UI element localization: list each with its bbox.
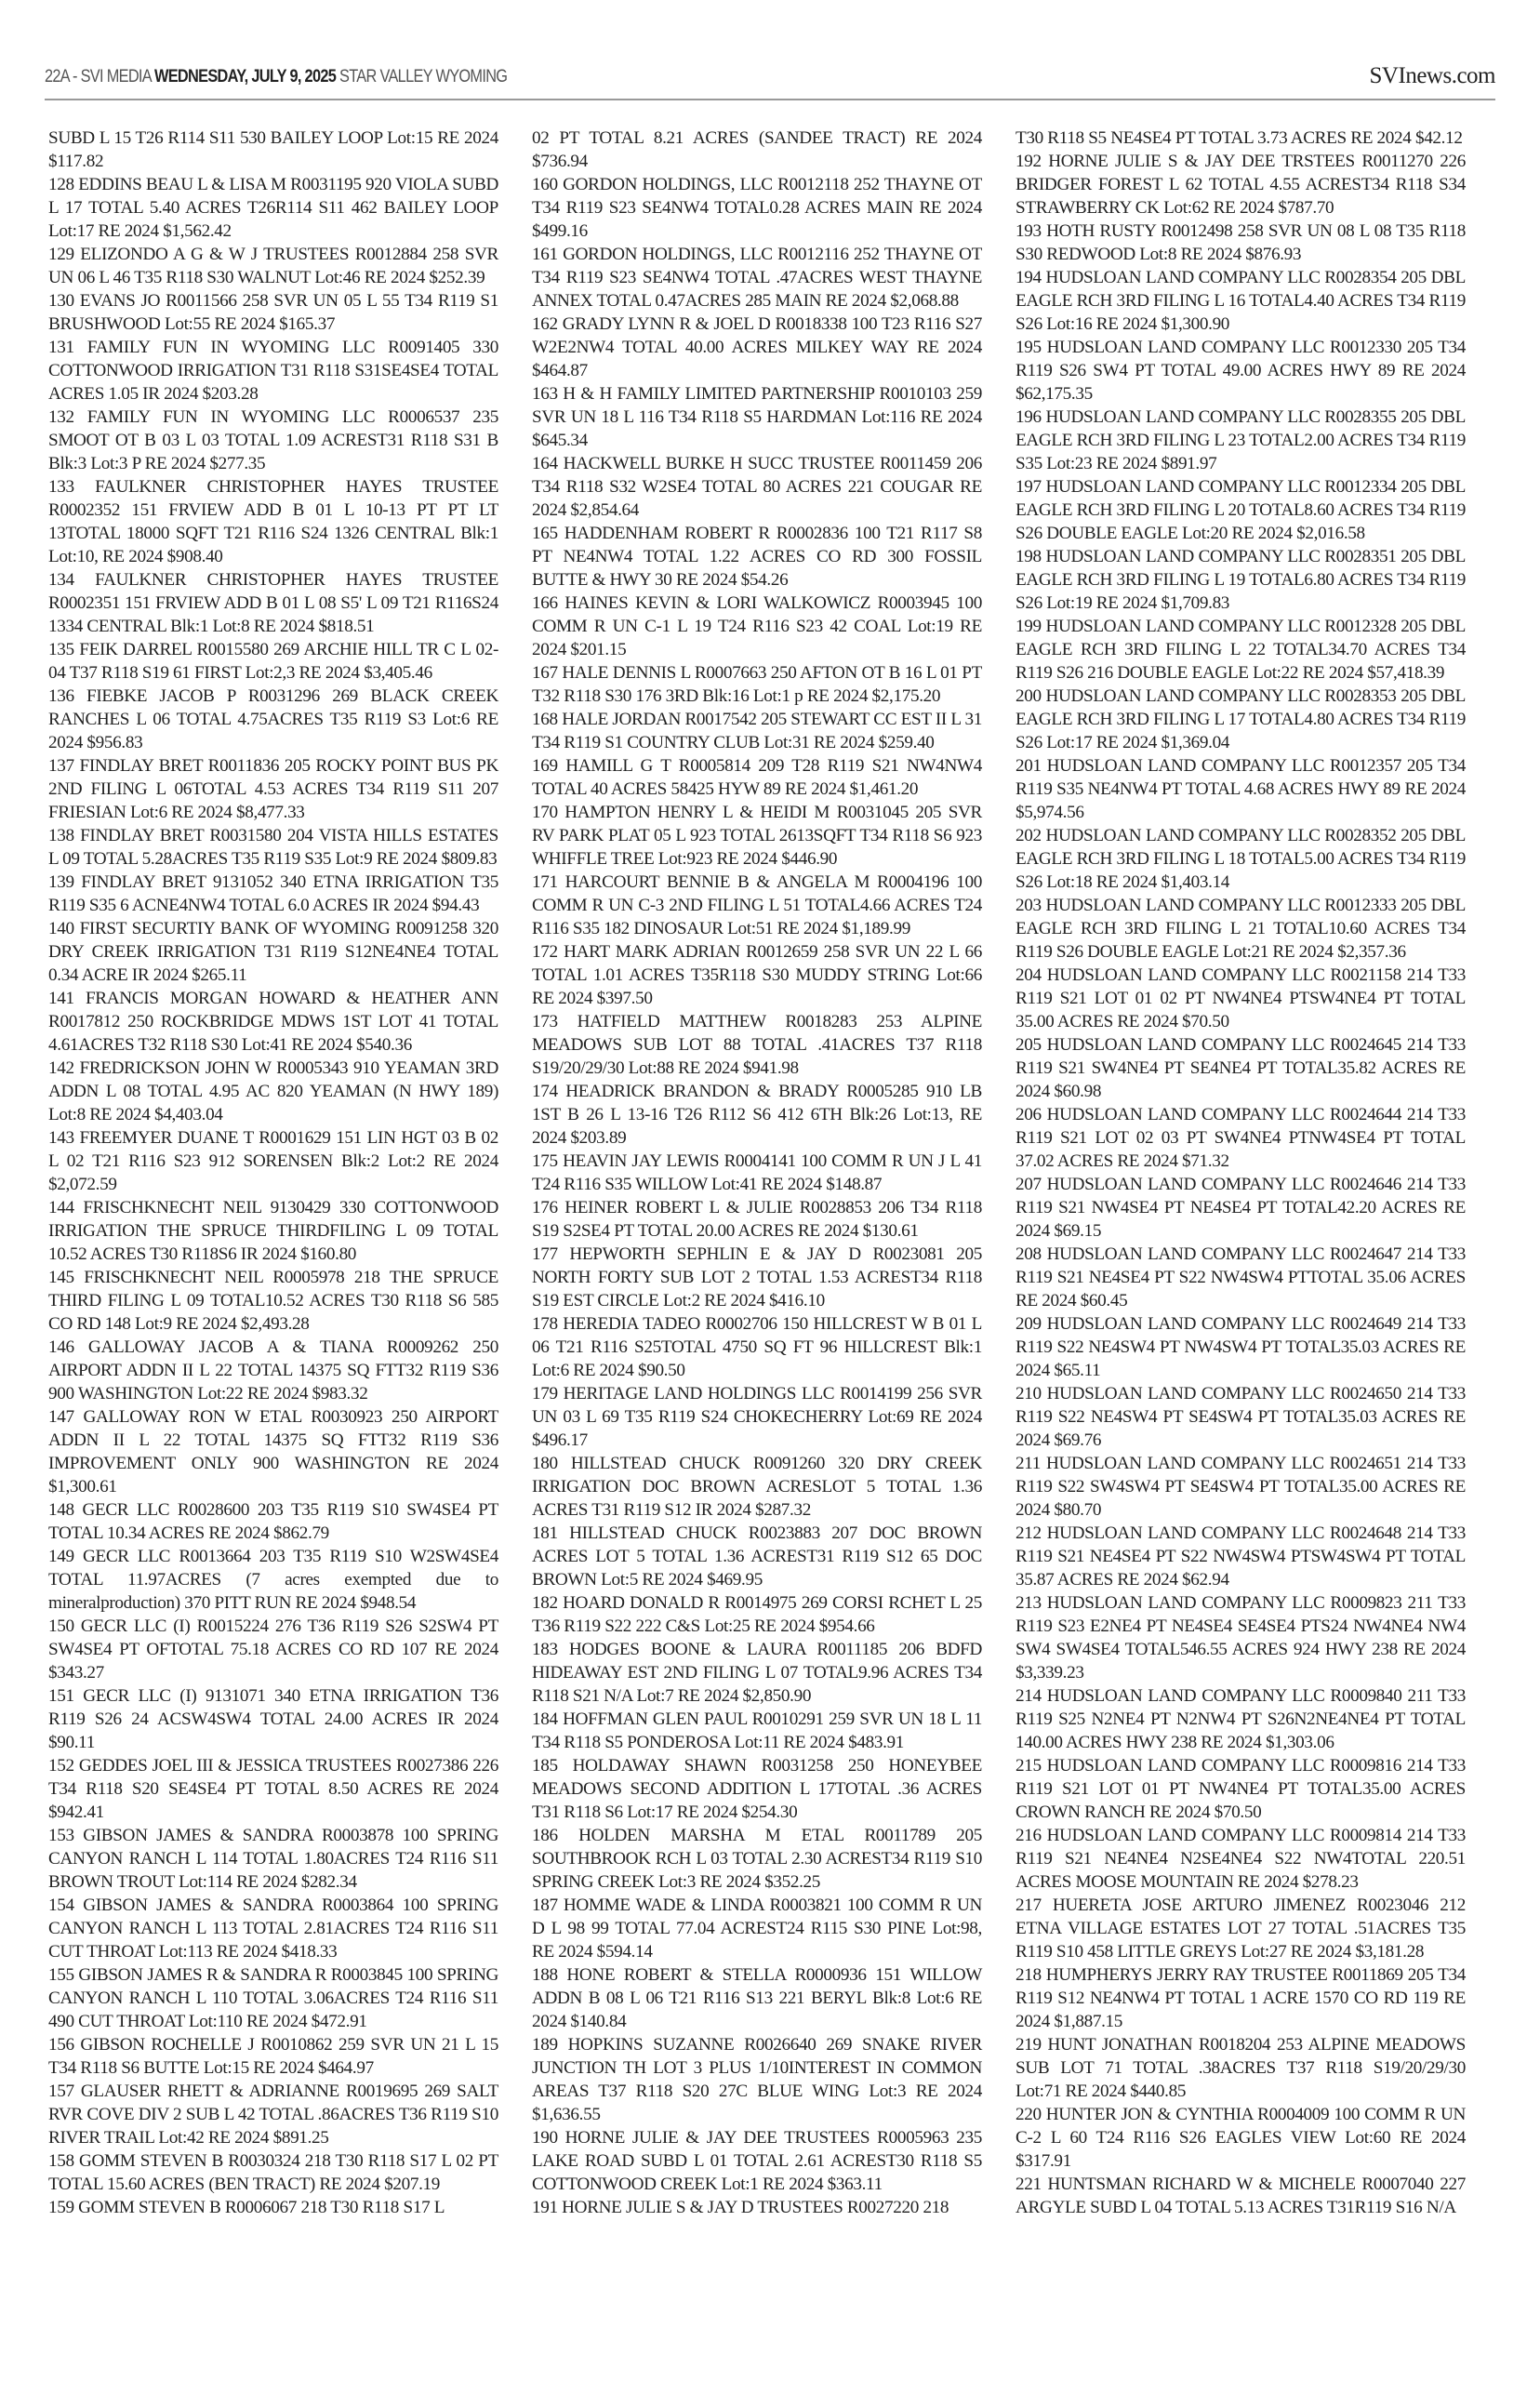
tax-listing-entry: 181 HILLSTEAD CHUCK R0023883 207 DOC BROWN ACRES LOT 5 TOTAL 1.36 ACREST31 R119 S12 65 DOC BROWN Lot:5 RE 2024 $469.95	[532, 1523, 982, 1590]
tax-listing-entry: 157 GLAUSER RHETT & ADRIANNE R0019695 269 SALT RVR COVE DIV 2 SUB L 42 TOTAL .86ACRES T36 R119 S10 RIVER TRAIL Lot:42 RE 2024 $891.25	[48, 2082, 498, 2148]
tax-listing-entry: 156 GIBSON ROCHELLE J R0010862 259 SVR UN 21 L 15 T34 R118 S6 BUTTE Lot:15 RE 2024 $464.97	[48, 2035, 498, 2078]
tax-listing-entry: 136 FIEBKE JACOB P R0031296 269 BLACK CREEK RANCHES L 06 TOTAL 4.75ACRES T35 R119 S3 Lot:6 RE 2024 $956.83	[48, 686, 498, 752]
tax-listing-entry: 163 H & H FAMILY LIMITED PARTNERSHIP R0010103 259 SVR UN 18 L 116 T34 R118 S5 HARDMAN Lot:116 RE 2024 $645.34	[532, 384, 982, 450]
tax-listing-entry: T30 R118 S5 NE4SE4 PT TOTAL 3.73 ACRES RE 2024 $42.12	[1016, 128, 1463, 148]
tax-listing-entry: 151 GECR LLC (I) 9131071 340 ETNA IRRIGATION T36 R119 S26 24 ACSW4SW4 TOTAL 24.00 ACRES IR 2024 $90.11	[48, 1686, 498, 1752]
tax-listing-entry: 131 FAMILY FUN IN WYOMING LLC R0091405 330 COTTONWOOD IRRIGATION T31 R118 S31SE4SE4 TOTAL ACRES 1.05 IR 2024 $203.28	[48, 338, 498, 404]
tax-listing-entry: 134 FAULKNER CHRISTOPHER HAYES TRUSTEE R0002351 151 FRVIEW ADD B 01 L 08 S5' L 09 T21 R116S24 1334 CENTRAL Blk:1 Lot:8 RE 2024 $818.51	[48, 570, 498, 636]
tax-listing-entry: 213 HUDSLOAN LAND COMPANY LLC R0009823 211 T33 R119 S23 E2NE4 PT NE4SE4 SE4SE4 PTS24 NW4NE4 NW4 SW4 SW4SE4 TOTAL546.55 ACRES 924 HWY 238 RE 2024 $3,339.23	[1016, 1593, 1466, 1683]
tax-listing-entry: 154 GIBSON JAMES & SANDRA R0003864 100 SPRING CANYON RANCH L 113 TOTAL 2.81ACRES T24 R116 S11 CUT THROAT Lot:113 RE 2024 $418.33	[48, 1895, 498, 1962]
tax-listing-entry: 202 HUDSLOAN LAND COMPANY LLC R0028352 205 DBL EAGLE RCH 3RD FILING L 18 TOTAL5.00 ACRES T34 R119 S26 Lot:18 RE 2024 $1,403.14	[1016, 826, 1466, 892]
tax-listing-entry: 180 HILLSTEAD CHUCK R0091260 320 DRY CREEK IRRIGATION DOC BROWN ACRESLOT 5 TOTAL 1.36 ACRES T31 R119 S12 IR 2024 $287.32	[532, 1454, 982, 1520]
tax-listing-entry: 186 HOLDEN MARSHA M ETAL R0011789 205 SOUTHBROOK RCH L 03 TOTAL 2.30 ACREST34 R119 S10 SPRING CREEK Lot:3 RE 2024 $352.25	[532, 1826, 982, 1892]
page-number: 22A - SVI MEDIA	[45, 67, 152, 86]
tax-listing-entry: 138 FINDLAY BRET R0031580 204 VISTA HILLS ESTATES L 09 TOTAL 5.28ACRES T35 R119 S35 Lot:9 RE 2024 $809.83	[48, 826, 498, 869]
tax-listing-entry: 158 GOMM STEVEN B R0030324 218 T30 R118 S17 L 02 PT TOTAL 15.60 ACRES (BEN TRACT) RE 2024 $207.19	[48, 2151, 498, 2194]
tax-listing-entry: 142 FREDRICKSON JOHN W R0005343 910 YEAMAN 3RD ADDN L 08 TOTAL 4.95 AC 820 YEAMAN (N HWY 189) Lot:8 RE 2024 $4,403.04	[48, 1058, 498, 1124]
tax-listing-entry: 168 HALE JORDAN R0017542 205 STEWART CC EST II L 31 T34 R119 S1 COUNTRY CLUB Lot:31 RE 2024 $259.40	[532, 710, 982, 752]
text-column-2	[532, 126, 982, 2219]
tax-listing-entry: 164 HACKWELL BURKE H SUCC TRUSTEE R0011459 206 T34 R118 S32 W2SE4 TOTAL 80 ACRES 221 COUGAR RE 2024 $2,854.64	[532, 454, 982, 520]
page-header	[45, 58, 1495, 100]
tax-listing-entry: 153 GIBSON JAMES & SANDRA R0003878 100 SPRING CANYON RANCH L 114 TOTAL 1.80ACRES T24 R116 S11 BROWN TROUT Lot:114 RE 2024 $282.34	[48, 1826, 498, 1892]
tax-listing-entry: 210 HUDSLOAN LAND COMPANY LLC R0024650 214 T33 R119 S22 NE4SW4 PT SE4SW4 PT TOTAL35.03 ACRES RE 2024 $69.76	[1016, 1384, 1466, 1450]
tax-listing-entry: 209 HUDSLOAN LAND COMPANY LLC R0024649 214 T33 R119 S22 NE4SW4 PT NW4SW4 PT TOTAL35.03 ACRES RE 2024 $65.11	[1016, 1314, 1466, 1380]
tax-listing-entry: 175 HEAVIN JAY LEWIS R0004141 100 COMM R UN J L 41 T24 R116 S35 WILLOW Lot:41 RE 2024 $148.87	[532, 1151, 982, 1194]
site-name: SVInews.com	[1369, 63, 1495, 88]
tax-listing-entry: 165 HADDENHAM ROBERT R R0002836 100 T21 R117 S8 PT NE4NW4 TOTAL 1.22 ACRES CO RD 300 FOSSIL BUTTE & HWY 30 RE 2024 $54.26	[532, 524, 982, 590]
tax-listing-entry: 167 HALE DENNIS L R0007663 250 AFTON OT B 16 L 01 PT T32 R118 S30 176 3RD Blk:16 Lot:1 p RE 2024 $2,175.20	[532, 663, 982, 706]
tax-listing-entry: 188 HONE ROBERT & STELLA R0000936 151 WILLOW ADDN B 08 L 06 T21 R116 S13 221 BERYL Blk:8 Lot:6 RE 2024 $140.84	[532, 1965, 982, 2031]
tax-listing-entry: 189 HOPKINS SUZANNE R0026640 269 SNAKE RIVER JUNCTION TH LOT 3 PLUS 1/10INTEREST IN COMMON AREAS T37 R118 S20 27C BLUE WING Lot:3 RE 2024 $1,636.55	[532, 2035, 982, 2124]
tax-listing-entry: 207 HUDSLOAN LAND COMPANY LLC R0024646 214 T33 R119 S21 NW4SE4 PT NE4SE4 PT TOTAL42.20 ACRES RE 2024 $69.15	[1016, 1175, 1466, 1241]
tax-listing-entry: 148 GECR LLC R0028600 203 T35 R119 S10 SW4SE4 PT TOTAL 10.34 ACRES RE 2024 $862.79	[48, 1500, 498, 1543]
publication-location: STAR VALLEY WYOMING	[339, 67, 508, 86]
tax-listing-entry: 145 FRISCHKNECHT NEIL R0005978 218 THE SPRUCE THIRD FILING L 09 TOTAL10.52 ACRES T30 R118 S6 585 CO RD 148 Lot:9 RE 2024 $2,493.28	[48, 1268, 498, 1334]
tax-listing-entry: 190 HORNE JULIE & JAY DEE TRUSTEES R0005963 235 LAKE ROAD SUBD L 01 TOTAL 2.61 ACREST30 R118 S5 COTTONWOOD CREEK Lot:1 RE 2024 $363.11	[532, 2128, 982, 2194]
tax-listing-entry: 215 HUDSLOAN LAND COMPANY LLC R0009816 214 T33 R119 S21 LOT 01 PT NW4NE4 PT TOTAL35.00 ACRES CROWN RANCH RE 2024 $70.50	[1016, 1756, 1466, 1822]
tax-listing-entry: 137 FINDLAY BRET R0011836 205 ROCKY POINT BUS PK 2ND FILING L 06TOTAL 4.53 ACRES T34 R119 S11 207 FRIESIAN Lot:6 RE 2024 $8,477.33	[48, 756, 498, 822]
tax-listing-entry: 152 GEDDES JOEL III & JESSICA TRUSTEES R0027386 226 T34 R118 S20 SE4SE4 PT TOTAL 8.50 ACRES RE 2024 $942.41	[48, 1756, 498, 1822]
tax-listing-entry: 192 HORNE JULIE S & JAY DEE TRSTEES R0011270 226 BRIDGER FOREST L 62 TOTAL 4.55 ACREST34 R118 S34 STRAWBERRY CK Lot:62 RE 2024 $787.70	[1016, 152, 1466, 218]
tax-listing-entry: 174 HEADRICK BRANDON & BRADY R0005285 910 LB 1ST B 26 L 13-16 T26 R112 S6 412 6TH Blk:26 Lot:13, RE 2024 $203.89	[532, 1082, 982, 1148]
tax-listing-entry: 150 GECR LLC (I) R0015224 276 T36 R119 S26 S2SW4 PT SW4SE4 PT OFTOTAL 75.18 ACRES CO RD 107 RE 2024 $343.27	[48, 1616, 498, 1683]
tax-listing-entry: 185 HOLDAWAY SHAWN R0031258 250 HONEYBEE MEADOWS SECOND ADDITION L 17TOTAL .36 ACRES T31 R118 S6 Lot:17 RE 2024 $254.30	[532, 1756, 982, 1822]
tax-listing-entry: 183 HODGES BOONE & LAURA R0011185 206 BDFD HIDEAWAY EST 2ND FILING L 07 TOTAL9.96 ACRES T34 R118 S21 N/A Lot:7 RE 2024 $2,850.90	[532, 1640, 982, 1706]
tax-listing-entry: 144 FRISCHKNECHT NEIL 9130429 330 COTTONWOOD IRRIGATION THE SPRUCE THIRDFILING L 09 TOTAL 10.52 ACRES T30 R118S6 IR 2024 $160.80	[48, 1198, 498, 1264]
tax-listing-entry: 198 HUDSLOAN LAND COMPANY LLC R0028351 205 DBL EAGLE RCH 3RD FILING L 19 TOTAL6.80 ACRES T34 R119 S26 Lot:19 RE 2024 $1,709.83	[1016, 547, 1466, 613]
folio-line	[45, 67, 507, 87]
tax-listing-entry: 128 EDDINS BEAU L & LISA M R0031195 920 VIOLA SUBD L 17 TOTAL 5.40 ACRES T26R114 S11 462 BAILEY LOOP Lot:17 RE 2024 $1,562.42	[48, 175, 498, 241]
tax-listing-entry: 182 HOARD DONALD R R0014975 269 CORSI RCHET L 25 T36 R119 S22 222 C&S Lot:25 RE 2024 $954.66	[532, 1593, 982, 1636]
tax-listing-entry: 214 HUDSLOAN LAND COMPANY LLC R0009840 211 T33 R119 S25 N2NE4 PT N2NW4 PT S26N2NE4NE4 PT TOTAL 140.00 ACRES HWY 238 RE 2024 $1,303.06	[1016, 1686, 1466, 1752]
tax-listing-entry: 206 HUDSLOAN LAND COMPANY LLC R0024644 214 T33 R119 S21 LOT 02 03 PT SW4NE4 PTNW4SE4 PT TOTAL 37.02 ACRES RE 2024 $71.32	[1016, 1105, 1466, 1171]
tax-listing-entry: 218 HUMPHERYS JERRY RAY TRUSTEE R0011869 205 T34 R119 S12 NE4NW4 PT TOTAL 1 ACRE 1570 CO RD 119 RE 2024 $1,887.15	[1016, 1965, 1466, 2031]
tax-listing-entry: 02 PT TOTAL 8.21 ACRES (SANDEE TRACT) RE 2024 $736.94	[532, 128, 982, 171]
tax-listing-entry: 219 HUNT JONATHAN R0018204 253 ALPINE MEADOWS SUB LOT 71 TOTAL .38ACRES T37 R118 S19/20/29/30 Lot:71 RE 2024 $440.85	[1016, 2035, 1466, 2101]
tax-listing-entry: 204 HUDSLOAN LAND COMPANY LLC R0021158 214 T33 R119 S21 LOT 01 02 PT NW4NE4 PTSW4NE4 PT TOTAL 35.00 ACRES RE 2024 $70.50	[1016, 965, 1466, 1031]
text-column-3	[1016, 126, 1466, 2219]
tax-listing-entry: 216 HUDSLOAN LAND COMPANY LLC R0009814 214 T33 R119 S21 NE4NE4 N2SE4NE4 S22 NW4TOTAL 220.51 ACRES MOOSE MOUNTAIN RE 2024 $278.23	[1016, 1826, 1466, 1892]
tax-listing-entry: 143 FREEMYER DUANE T R0001629 151 LIN HGT 03 B 02 L 02 T21 R116 S23 912 SORENSEN Blk:2 Lot:2 RE 2024 $2,072.59	[48, 1128, 498, 1194]
tax-listing-entry: 193 HOTH RUSTY R0012498 258 SVR UN 08 L 08 T35 R118 S30 REDWOOD Lot:8 RE 2024 $876.93	[1016, 221, 1466, 264]
tax-listing-entry: 141 FRANCIS MORGAN HOWARD & HEATHER ANN R0017812 250 ROCKBRIDGE MDWS 1ST LOT 41 TOTAL 4.61ACRES T32 R118 S30 Lot:41 RE 2024 $540.36	[48, 989, 498, 1055]
tax-listing-entry: 196 HUDSLOAN LAND COMPANY LLC R0028355 205 DBL EAGLE RCH 3RD FILING L 23 TOTAL2.00 ACRES T34 R119 S35 Lot:23 RE 2024 $891.97	[1016, 407, 1466, 473]
tax-listing-entry: 187 HOMME WADE & LINDA R0003821 100 COMM R UN D L 98 99 TOTAL 77.04 ACREST24 R115 S30 PINE Lot:98, RE 2024 $594.14	[532, 1895, 982, 1962]
tax-listing-entry: 160 GORDON HOLDINGS, LLC R0012118 252 THAYNE OT T34 R119 S23 SE4NW4 TOTAL0.28 ACRES MAIN RE 2024 $499.16	[532, 175, 982, 241]
tax-listing-entry: 194 HUDSLOAN LAND COMPANY LLC R0028354 205 DBL EAGLE RCH 3RD FILING L 16 TOTAL4.40 ACRES T34 R119 S26 Lot:16 RE 2024 $1,300.90	[1016, 268, 1466, 334]
tax-listing-entry: 162 GRADY LYNN R & JOEL D R0018338 100 T23 R116 S27 W2E2NW4 TOTAL 40.00 ACRES MILKEY WAY RE 2024 $464.87	[532, 314, 982, 380]
tax-listing-entry: 133 FAULKNER CHRISTOPHER HAYES TRUSTEE R0002352 151 FRVIEW ADD B 01 L 10-13 PT PT LT 13TOTAL 18000 SQFT T21 R116 S24 1326 CENTRAL Blk:1 Lot:10, RE 2024 $908.40	[48, 477, 498, 566]
tax-listing-entry: 146 GALLOWAY JACOB A & TIANA R0009262 250 AIRPORT ADDN II L 22 TOTAL 14375 SQ FTT32 R119 S36 900 WASHINGTON Lot:22 RE 2024 $983.32	[48, 1337, 498, 1403]
tax-listing-entry: 149 GECR LLC R0013664 203 T35 R119 S10 W2SW4SE4 TOTAL 11.97ACRES (7 acres exempted due to mineralproduction) 370 PITT RUN RE 2024 $948.54	[48, 1547, 498, 1613]
tax-listing-entry: SUBD L 15 T26 R114 S11 530 BAILEY LOOP Lot:15 RE 2024 $117.82	[48, 128, 498, 171]
tax-listing-entry: 212 HUDSLOAN LAND COMPANY LLC R0024648 214 T33 R119 S21 NE4SE4 PT S22 NW4SW4 PTSW4SW4 PT TOTAL 35.87 ACRES RE 2024 $62.94	[1016, 1523, 1466, 1590]
tax-listing-entry: 220 HUNTER JON & CYNTHIA R0004009 100 COMM R UN C-2 L 60 T24 R116 S26 EAGLES VIEW Lot:60 RE 2024 $317.91	[1016, 2105, 1466, 2171]
tax-listing-entry: 166 HAINES KEVIN & LORI WALKOWICZ R0003945 100 COMM R UN C-1 L 19 T24 R116 S23 42 COAL Lot:19 RE 2024 $201.15	[532, 593, 982, 659]
tax-listing-entry: 130 EVANS JO R0011566 258 SVR UN 05 L 55 T34 R119 S1 BRUSHWOOD Lot:55 RE 2024 $165.37	[48, 291, 498, 334]
tax-listing-entry: 211 HUDSLOAN LAND COMPANY LLC R0024651 214 T33 R119 S22 SW4SW4 PT SE4SW4 PT TOTAL35.00 ACRES RE 2024 $80.70	[1016, 1454, 1466, 1520]
tax-listing-entry: 169 HAMILL G T R0005814 209 T28 R119 S21 NW4NW4 TOTAL 40 ACRES 58425 HYW 89 RE 2024 $1,461.20	[532, 756, 982, 799]
tax-listing-entry: 129 ELIZONDO A G & W J TRUSTEES R0012884 258 SVR UN 06 L 46 T35 R118 S30 WALNUT Lot:46 RE 2024 $252.39	[48, 245, 498, 287]
tax-listing-entry: 176 HEINER ROBERT L & JULIE R0028853 206 T34 R118 S19 S2SE4 PT TOTAL 20.00 ACRES RE 2024 $130.61	[532, 1198, 982, 1241]
tax-listing-entry: 205 HUDSLOAN LAND COMPANY LLC R0024645 214 T33 R119 S21 SW4NE4 PT SE4NE4 PT TOTAL35.82 ACRES RE 2024 $60.98	[1016, 1035, 1466, 1101]
tax-listing-entry: 184 HOFFMAN GLEN PAUL R0010291 259 SVR UN 18 L 11 T34 R118 S5 PONDEROSA Lot:11 RE 2024 $483.91	[532, 1709, 982, 1752]
text-column-1	[48, 126, 498, 2219]
tax-listing-entry: 139 FINDLAY BRET 9131052 340 ETNA IRRIGATION T35 R119 S35 6 ACNE4NW4 TOTAL 6.0 ACRES IR 2024 $94.43	[48, 872, 498, 915]
tax-listing-entry: 195 HUDSLOAN LAND COMPANY LLC R0012330 205 T34 R119 S26 SW4 PT TOTAL 49.00 ACRES HWY 89 RE 2024 $62,175.35	[1016, 338, 1466, 404]
tax-listing-entry: 200 HUDSLOAN LAND COMPANY LLC R0028353 205 DBL EAGLE RCH 3RD FILING L 17 TOTAL4.80 ACRES T34 R119 S26 Lot:17 RE 2024 $1,369.04	[1016, 686, 1466, 752]
issue-date: WEDNESDAY, JULY 9, 2025	[153, 67, 337, 86]
tax-listing-entry: 170 HAMPTON HENRY L & HEIDI M R0031045 205 SVR RV PARK PLAT 05 L 923 TOTAL 2613SQFT T34 R118 S6 923 WHIFFLE TREE Lot:923 RE 2024 $446.90	[532, 803, 982, 869]
tax-listing-entry: 161 GORDON HOLDINGS, LLC R0012116 252 THAYNE OT T34 R119 S23 SE4NW4 TOTAL .47ACRES WEST THAYNE ANNEX TOTAL 0.47ACRES 285 MAIN RE 2024 $2,068.88	[532, 245, 982, 311]
tax-listing-entry: 201 HUDSLOAN LAND COMPANY LLC R0012357 205 T34 R119 S35 NE4NW4 PT TOTAL 4.68 ACRES HWY 89 RE 2024 $5,974.56	[1016, 756, 1466, 822]
tax-listing-entry: 147 GALLOWAY RON W ETAL R0030923 250 AIRPORT ADDN II L 22 TOTAL 14375 SQ FTT32 R119 S36 IMPROVEMENT ONLY 900 WASHINGTON RE 2024 $1,300.61	[48, 1407, 498, 1496]
tax-listing-entry: 171 HARCOURT BENNIE B & ANGELA M R0004196 100 COMM R UN C-3 2ND FILING L 51 TOTAL4.66 ACRES T24 R116 S35 182 DINOSAUR Lot:51 RE 2024 $1,189.99	[532, 872, 982, 938]
tax-listing-entry: 178 HEREDIA TADEO R0002706 150 HILLCREST W B 01 L 06 T21 R116 S25TOTAL 4750 SQ FT 96 HILLCREST Blk:1 Lot:6 RE 2024 $90.50	[532, 1314, 982, 1380]
tax-listing-entry: 155 GIBSON JAMES R & SANDRA R R0003845 100 SPRING CANYON RANCH L 110 TOTAL 3.06ACRES T24 R116 S11 490 CUT THROAT Lot:110 RE 2024 $472.91	[48, 1965, 498, 2031]
tax-listing-entry: 221 HUNTSMAN RICHARD W & MICHELE R0007040 227 ARGYLE SUBD L 04 TOTAL 5.13 ACRES T31R119 S16 N/A	[1016, 2175, 1466, 2217]
tax-listing-entry: 208 HUDSLOAN LAND COMPANY LLC R0024647 214 T33 R119 S21 NE4SE4 PT S22 NW4SW4 PTTOTAL 35.06 ACRES RE 2024 $60.45	[1016, 1244, 1466, 1310]
tax-listing-entry: 172 HART MARK ADRIAN R0012659 258 SVR UN 22 L 66 TOTAL 1.01 ACRES T35R118 S30 MUDDY STRING Lot:66 RE 2024 $397.50	[532, 942, 982, 1008]
tax-listing-entry: 140 FIRST SECURTIY BANK OF WYOMING R0091258 320 DRY CREEK IRRIGATION T31 R119 S12NE4NE4 TOTAL 0.34 ACRE IR 2024 $265.11	[48, 919, 498, 985]
tax-listing-entry: 173 HATFIELD MATTHEW R0018283 253 ALPINE MEADOWS SUB LOT 88 TOTAL .41ACRES T37 R118 S19/20/29/30 Lot:88 RE 2024 $941.98	[532, 1012, 982, 1078]
tax-listing-entry: 191 HORNE JULIE S & JAY D TRUSTEES R0027220 218	[532, 2198, 949, 2217]
tax-listing-entry: 132 FAMILY FUN IN WYOMING LLC R0006537 235 SMOOT OT B 03 L 03 TOTAL 1.09 ACREST31 R118 S31 B Blk:3 Lot:3 P RE 2024 $277.35	[48, 407, 498, 473]
tax-listing-entry: 179 HERITAGE LAND HOLDINGS LLC R0014199 256 SVR UN 03 L 69 T35 R119 S24 CHOKECHERRY Lot:69 RE 2024 $496.17	[532, 1384, 982, 1450]
tax-listing-entry: 135 FEIK DARREL R0015580 269 ARCHIE HILL TR C L 02-04 T37 R118 S19 61 FIRST Lot:2,3 RE 2024 $3,405.46	[48, 640, 498, 683]
tax-listing-entry: 197 HUDSLOAN LAND COMPANY LLC R0012334 205 DBL EAGLE RCH 3RD FILING L 20 TOTAL8.60 ACRES T34 R119 S26 DOUBLE EAGLE Lot:20 RE 2024 $2,016.58	[1016, 477, 1466, 543]
tax-listing-entry: 217 HUERETA JOSE ARTURO JIMENEZ R0023046 212 ETNA VILLAGE ESTATES LOT 27 TOTAL .51ACRES T35 R119 S10 458 LITTLE GREYS Lot:27 RE 2024 $3,181.28	[1016, 1895, 1466, 1962]
tax-listing-entry: 159 GOMM STEVEN B R0006067 218 T30 R118 S17 L	[48, 2198, 445, 2217]
tax-listing-entry: 177 HEPWORTH SEPHLIN E & JAY D R0023081 205 NORTH FORTY SUB LOT 2 TOTAL 1.53 ACREST34 R118 S19 EST CIRCLE Lot:2 RE 2024 $416.10	[532, 1244, 982, 1310]
tax-listing-entry: 199 HUDSLOAN LAND COMPANY LLC R0012328 205 DBL EAGLE RCH 3RD FILING L 22 TOTAL34.70 ACRES T34 R119 S26 216 DOUBLE EAGLE Lot:22 RE 2024 $57,418.39	[1016, 617, 1466, 683]
tax-listing-entry: 203 HUDSLOAN LAND COMPANY LLC R0012333 205 DBL EAGLE RCH 3RD FILING L 21 TOTAL10.60 ACRES T34 R119 S26 DOUBLE EAGLE Lot:21 RE 2024 $2,357.36	[1016, 896, 1466, 962]
